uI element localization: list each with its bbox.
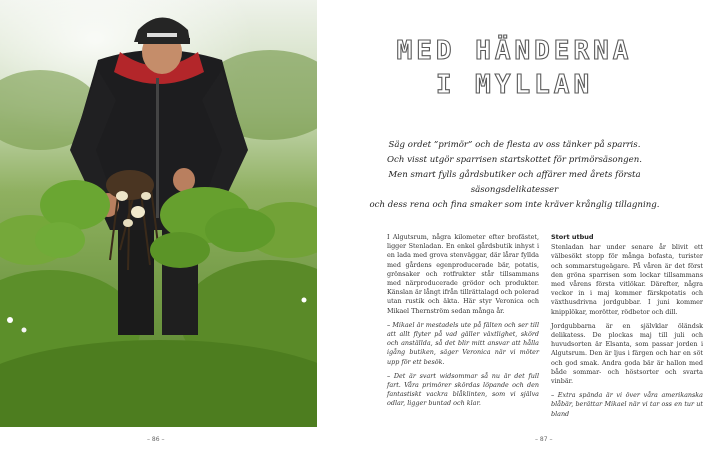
body-paragraph: I Algutsrum, några kilometer efter brofästet, ligger Stenladan. En enkel gårdsbutik inhyst i en lada med grova stenväggar, där lårar fyllda med gårdens egenproducerade bär, potatis, grönsaker och rotfrukter står tillsammans med närproducerade grödor och produkter. Känslan är långt ifrån tillrättalagd och polerad utan rustik och äkta. Här styr Veronica och Mikael Thernström sedan många år. bbox=[387, 233, 539, 315]
article-intro bbox=[357, 138, 672, 213]
farmer-harvest-photo bbox=[0, 0, 317, 427]
body-quote: – Extra spända är vi över våra amerikanska blåbär, berättar Mikael när vi tar oss en tur ut bland bbox=[551, 391, 703, 418]
intro-line: Men smart fylls gårdsbutiker och affärer med årets första säsongsdelikatesser bbox=[388, 170, 641, 195]
body-column-1 bbox=[387, 233, 539, 414]
intro-line: Säg ordet ”primör” och de flesta av oss tänker på sparris. bbox=[388, 140, 641, 150]
body-quote: – Mikael är mestadels ute på fälten och ser till att allt flyter på vad gäller växtlighet, skörd och anställda, så det blir mitt ansvar att hålla igång butiken, säger Veronica när vi möter upp för ett besök. bbox=[387, 320, 539, 366]
body-quote: – Det är svart widsommar så nu är det full fart. Våra primörer skördas löpande och den fantastiskt vackra blåklinten, som vi själva odlar, ligger buntad och klar. bbox=[387, 371, 539, 408]
body-paragraph: Stenladan har under senare år blivit ett välbesökt stopp för många bofasta, turister och sommarstugeägare. På våren är det först den gröna sparrisen som lockar tillsammans med vårens första vitlökar. Därefter, några veckor in i maj kommer färskpotatis och växthusdrivna jordgubbar. I juni kommer knipplökar, morötter, rödbetor och dill. bbox=[551, 243, 703, 316]
article-headline-line2: I MYLLAN bbox=[435, 70, 594, 100]
page-number-right: – 87 – bbox=[535, 436, 553, 443]
intro-line: Och visst utgör sparrisen startskottet för primörsäsongen. bbox=[386, 155, 642, 165]
intro-line: och dess rena och fina smaker som inte kräver krånglig tillagning. bbox=[369, 200, 660, 210]
column-subhead: Stort utbud bbox=[551, 233, 594, 241]
body-paragraph: Jordgubbarna är en självklar öländsk delikatess. De plockas maj till juli och huvudsorten är Elsanta, som passar jorden i Algutsrum. Den är ljus i färgen och har en söt och god smak. Andra goda bär är hallon med både sommar- och höstsorter och svarta vinbär. bbox=[551, 321, 703, 386]
article-headline-line1: MED HÄNDERNA bbox=[396, 36, 633, 66]
page-number-left: – 86 – bbox=[147, 436, 165, 443]
body-column-2 bbox=[551, 233, 703, 424]
